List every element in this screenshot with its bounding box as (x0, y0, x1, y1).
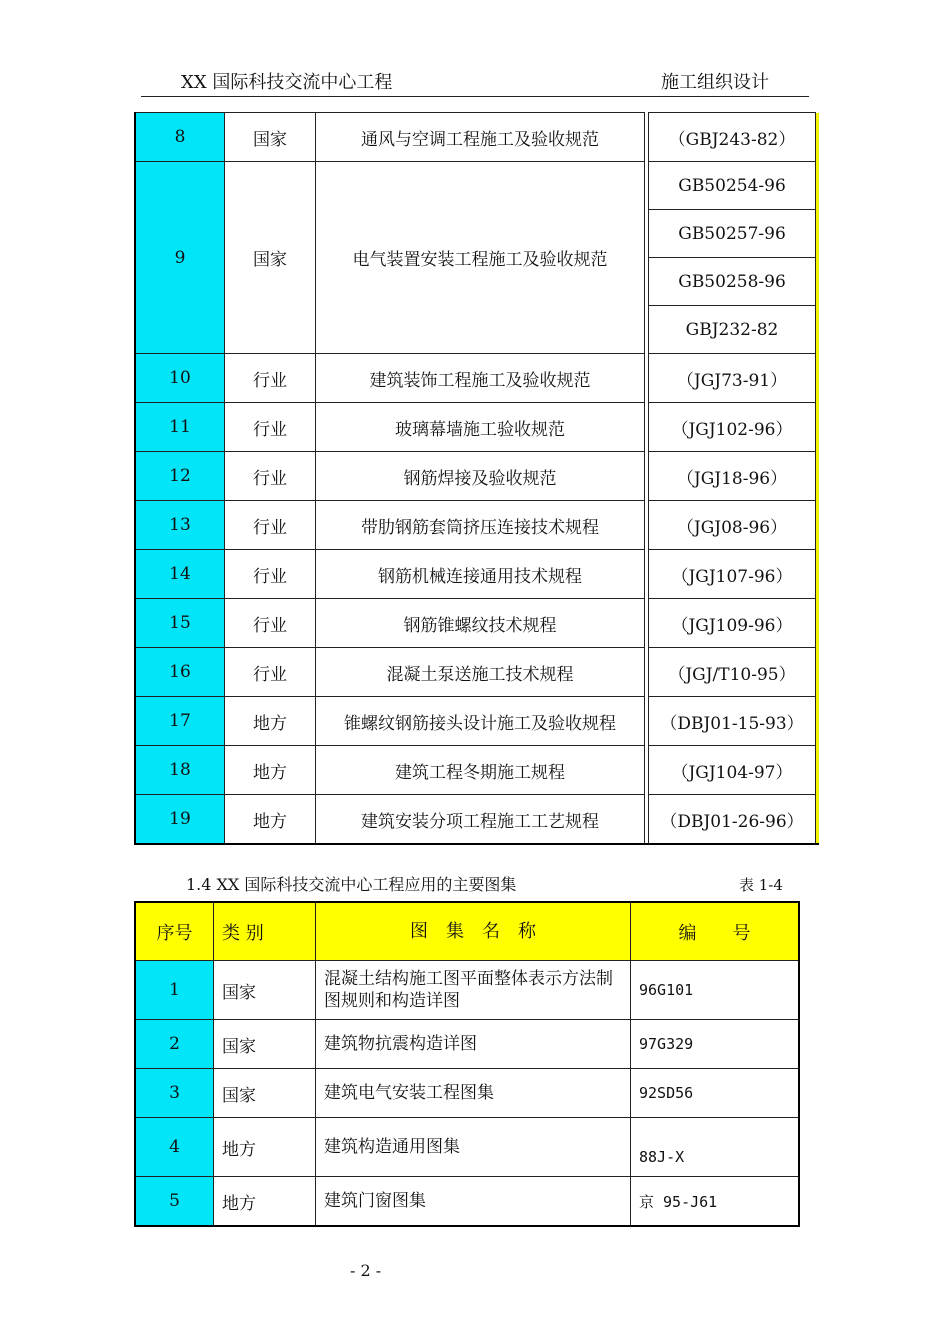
page-number: - 2 - (350, 1261, 382, 1280)
table-row (135, 550, 819, 599)
row-standard-code: （JGJ102-96） (649, 403, 816, 452)
row-category: 行业 (225, 354, 316, 403)
row-atlas-code: 97G329 (631, 1020, 800, 1069)
row-standard-name: 建筑安装分项工程施工工艺规程 (316, 795, 645, 845)
row-standard-name: 建筑装饰工程施工及验收规范 (316, 354, 645, 403)
row-serial: 3 (135, 1069, 214, 1118)
table-row (135, 1118, 799, 1177)
right-edge-strip (816, 452, 820, 501)
row-serial: 19 (135, 795, 225, 845)
row-atlas-code: 京 95-J61 (631, 1177, 800, 1227)
row-standard-code: （JGJ104-97） (649, 746, 816, 795)
atlas-table (134, 901, 800, 1227)
row-atlas-name: 建筑电气安装工程图集 (316, 1069, 631, 1118)
row-category: 国家 (214, 961, 316, 1020)
row-category: 国家 (225, 113, 316, 162)
right-edge-strip (816, 697, 820, 746)
row-serial: 13 (135, 501, 225, 550)
row-category: 地方 (214, 1177, 316, 1227)
row-serial: 8 (135, 113, 225, 162)
table-row (135, 403, 819, 452)
row-standard-code: GB50258-96 (649, 258, 816, 306)
row-serial: 10 (135, 354, 225, 403)
table-row (135, 113, 819, 162)
row-serial: 16 (135, 648, 225, 697)
row-standard-code: GB50257-96 (649, 210, 816, 258)
row-serial: 15 (135, 599, 225, 648)
table-number: 表 1-4 (739, 876, 783, 894)
row-serial: 11 (135, 403, 225, 452)
row-standard-code: （GBJ243-82） (649, 113, 816, 162)
row-category: 行业 (225, 452, 316, 501)
row-standard-name: 混凝土泵送施工技术规程 (316, 648, 645, 697)
row-serial: 5 (135, 1177, 214, 1227)
row-atlas-name: 建筑物抗震构造详图 (316, 1020, 631, 1069)
table-row (135, 746, 819, 795)
right-edge-strip (816, 550, 820, 599)
table-row (135, 1069, 799, 1118)
right-edge-strip (816, 648, 820, 697)
standards-table (134, 112, 819, 845)
row-standard-code: GBJ232-82 (649, 306, 816, 354)
header-category: 类 别 (214, 902, 316, 961)
row-category: 地方 (214, 1118, 316, 1177)
table-row (135, 1177, 799, 1227)
header-project-title: XX 国际科技交流中心工程 (181, 72, 393, 93)
right-edge-strip (816, 795, 820, 845)
right-edge-strip (816, 162, 820, 354)
row-category: 国家 (214, 1069, 316, 1118)
row-standard-name: 通风与空调工程施工及验收规范 (316, 113, 645, 162)
row-standard-code: （DBJ01-26-96） (649, 795, 816, 845)
header-code: 编 号 (631, 902, 800, 961)
row-serial: 12 (135, 452, 225, 501)
table-row (135, 961, 799, 1020)
row-standard-code: （JGJ107-96） (649, 550, 816, 599)
row-standard-code: GB50254-96 (649, 162, 816, 210)
right-edge-strip (816, 113, 820, 162)
row-standard-code: （JGJ18-96） (649, 452, 816, 501)
row-standard-code: （JGJ/T10-95） (649, 648, 816, 697)
row-category: 行业 (225, 599, 316, 648)
row-serial: 9 (135, 162, 225, 354)
right-edge-strip (816, 403, 820, 452)
table-row (135, 1020, 799, 1069)
row-category: 行业 (225, 501, 316, 550)
table-row (135, 452, 819, 501)
row-standard-name: 钢筋机械连接通用技术规程 (316, 550, 645, 599)
page-header (141, 62, 809, 97)
row-serial: 18 (135, 746, 225, 795)
row-atlas-name: 建筑门窗图集 (316, 1177, 631, 1227)
right-edge-strip (816, 354, 820, 403)
table-row (135, 599, 819, 648)
row-atlas-code: 96G101 (631, 961, 800, 1020)
table-header-row (135, 902, 799, 961)
table-row (135, 697, 819, 746)
header-serial: 序号 (135, 902, 214, 961)
row-standard-name: 锥螺纹钢筋接头设计施工及验收规程 (316, 697, 645, 746)
table-row (135, 795, 819, 845)
row-category: 行业 (225, 403, 316, 452)
row-standard-name: 钢筋焊接及验收规范 (316, 452, 645, 501)
row-standard-code: （JGJ73-91） (649, 354, 816, 403)
row-atlas-code: 88J-X (631, 1118, 800, 1177)
right-edge-strip (816, 501, 820, 550)
row-atlas-name: 混凝土结构施工图平面整体表示方法制图规则和构造详图 (316, 961, 631, 1020)
row-category: 地方 (225, 746, 316, 795)
table-row (135, 354, 819, 403)
row-serial: 17 (135, 697, 225, 746)
row-atlas-code: 92SD56 (631, 1069, 800, 1118)
row-serial: 4 (135, 1118, 214, 1177)
row-atlas-name: 建筑构造通用图集 (316, 1118, 631, 1177)
right-edge-strip (816, 599, 820, 648)
table-row (135, 648, 819, 697)
row-standard-code: （JGJ08-96） (649, 501, 816, 550)
row-category: 国家 (225, 162, 316, 354)
row-standard-name: 电气装置安装工程施工及验收规范 (316, 162, 645, 354)
row-category: 国家 (214, 1020, 316, 1069)
row-standard-name: 玻璃幕墙施工验收规范 (316, 403, 645, 452)
row-category: 行业 (225, 648, 316, 697)
row-category: 地方 (225, 697, 316, 746)
row-standard-code: （DBJ01-15-93） (649, 697, 816, 746)
header-doc-type: 施工组织设计 (661, 72, 769, 93)
row-standard-name: 钢筋锥螺纹技术规程 (316, 599, 645, 648)
table-row (135, 162, 819, 210)
table-row (135, 501, 819, 550)
header-atlas-name: 图 集 名 称 (316, 902, 631, 961)
row-serial: 1 (135, 961, 214, 1020)
row-serial: 2 (135, 1020, 214, 1069)
row-standard-code: （JGJ109-96） (649, 599, 816, 648)
row-category: 行业 (225, 550, 316, 599)
row-category: 地方 (225, 795, 316, 845)
row-serial: 14 (135, 550, 225, 599)
row-standard-name: 建筑工程冬期施工规程 (316, 746, 645, 795)
right-edge-strip (816, 746, 820, 795)
table-caption: 1.4 XX 国际科技交流中心工程应用的主要图集 (186, 875, 517, 894)
row-standard-name: 带肋钢筋套筒挤压连接技术规程 (316, 501, 645, 550)
